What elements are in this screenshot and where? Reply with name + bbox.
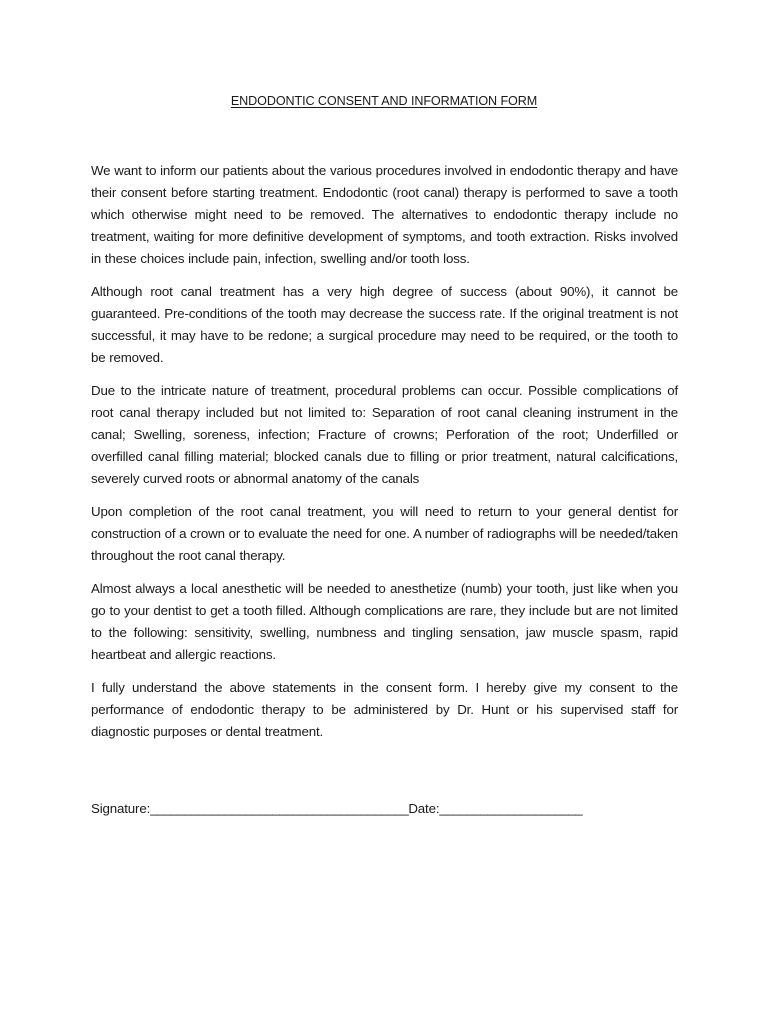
- paragraph-success-rate: Although root canal treatment has a very high degree of success (about 90%), it cannot be guaranteed. Pre-conditions of the tooth may decrease the success rate. If the original treatment is not successful, it may have to be redone; a surgical procedure may need to be required, or the tooth to be removed.: [91, 284, 678, 365]
- signature-label: Signature:: [91, 801, 151, 816]
- form-body: [91, 160, 678, 754]
- paragraph-follow-up: Upon completion of the root canal treatment, you will need to return to your general dentist for construction of a crown or to evaluate the need for one. A number of radiographs will be needed/taken throughout the root canal therapy.: [91, 504, 678, 563]
- signature-row: [91, 798, 582, 820]
- paragraph-anesthetic: Almost always a local anesthetic will be needed to anesthetize (numb) your tooth, just like when you go to your dentist to get a tooth filled. Although complications are rare, they include but are not limited to the following: sensitivity, swelling, numbness and tingling sensation, jaw muscle spasm, rapid heartbeat and allergic reactions.: [91, 581, 678, 662]
- paragraph-complications: Due to the intricate nature of treatment, procedural problems can occur. Possible complications of root canal therapy included but not limited to: Separation of root canal cleaning instrument in the canal; Swelling, soreness, infection; Fracture of crowns; Perforation of the root; Underfilled or overfilled canal filling material; blocked canals due to filling or prior treatment, natural calcifications, severely curved roots or abnormal anatomy of the canals: [91, 383, 678, 486]
- date-label: Date:: [408, 801, 440, 816]
- form-title: ENDODONTIC CONSENT AND INFORMATION FORM: [230, 94, 538, 108]
- paragraph-consent: I fully understand the above statements in the consent form. I hereby give my consent to the performance of endodontic therapy to be administered by Dr. Hunt or his supervised staff for diagnostic purposes or dental treatment.: [91, 680, 678, 739]
- signature-field[interactable]: ______________________________________: [150, 801, 409, 816]
- date-field[interactable]: _____________________: [439, 801, 583, 816]
- paragraph-intro: We want to inform our patients about the various procedures involved in endodontic therapy and have their consent before starting treatment. Endodontic (root canal) therapy is performed to save a tooth which otherwise might need to be removed. The alternatives to endodontic therapy include no treatment, waiting for more definitive development of symptoms, and tooth extraction. Risks involved in these choices include pain, infection, swelling and/or tooth loss.: [91, 163, 678, 266]
